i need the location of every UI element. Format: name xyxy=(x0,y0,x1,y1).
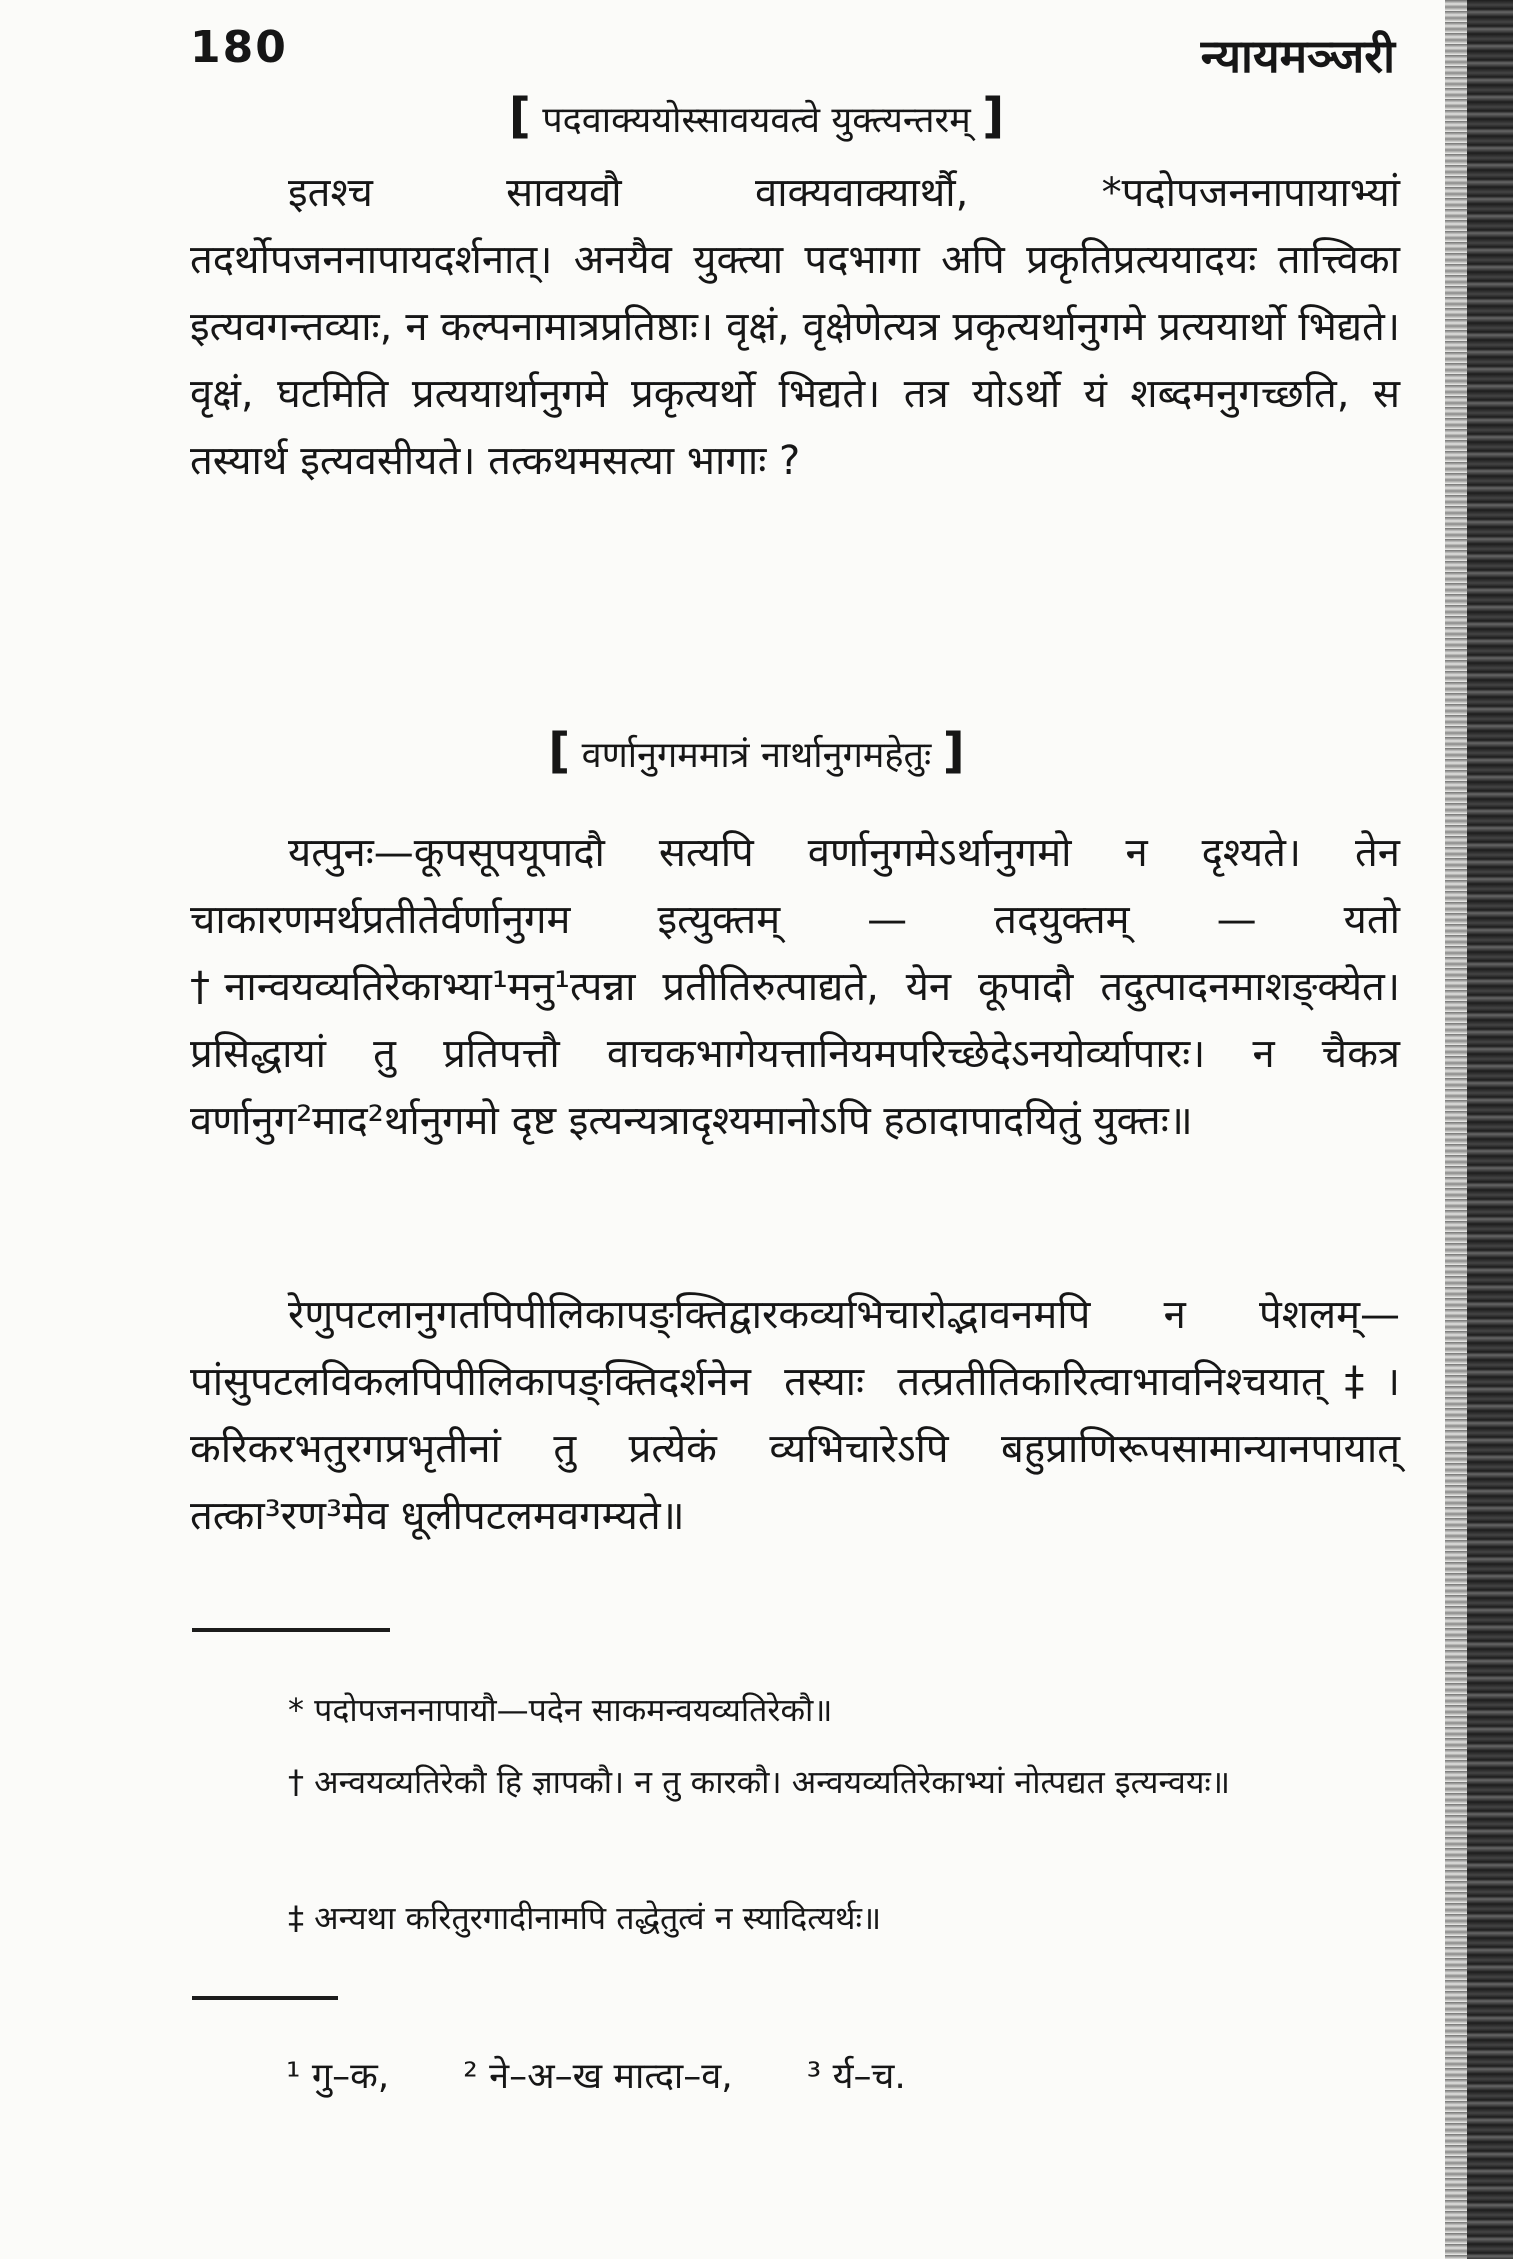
variants-rule xyxy=(192,1996,338,2000)
page-number: 180 xyxy=(190,22,288,73)
section-heading xyxy=(0,723,1513,779)
bracket-open-icon: [ xyxy=(548,723,571,779)
running-head: न्यायमञ्जरी xyxy=(1200,29,1395,83)
bracket-close-icon: ] xyxy=(942,723,965,779)
book-spine-shadow xyxy=(1445,0,1467,2259)
section-heading-text: वर्णानुगममात्रं नार्थानुगमहेतुः xyxy=(581,735,932,776)
footnote: ‡ अन्यथा करितुरगादीनामपि तद्धेतुत्वं न स्यादित्यर्थः॥ xyxy=(288,1899,882,1937)
paragraph: यत्पुनः—कूपसूपयूपादौ सत्यपि वर्णानुगमेऽर्थानुगमो न दृश्यते। तेन चाकारणमर्थप्रतीतेर्वर्णानुगम इत्युक्तम् — तदयुक्तम् — यतो †नान्वयव्यतिरेकाभ्या¹मनु¹त्पन्ना प्रतीतिरुत्पाद्यते, येन कूपादौ तदुत्पादनमाशङ्क्येत। प्रसिद्धायां तु प्रतिपत्तौ वाचकभागेयत्तानियमपरिच्छेदेऽनयोर्व्यापारः। न चैकत्र वर्णानुग²माद²र्थानुगमो दृष्ट इत्यन्यत्रादृश्यमानोऽपि हठादापादयितुं युक्तः॥ xyxy=(190,830,1400,1144)
footnote: † अन्वयव्यतिरेकौ हि ज्ञापकौ। न तु कारकौ। अन्वयव्यतिरेकाभ्यां नोत्पद्यत इत्यन्वयः॥ xyxy=(288,1763,1231,1801)
bracket-close-icon: ] xyxy=(982,88,1005,144)
paragraph: रेणुपटलानुगतपिपीलिकापङ्क्तिद्वारकव्यभिचारोद्भावनमपि न पेशलम्—पांसुपटलविकलपिपीलिकापङ्क्तिदर्शनेन तस्याः तत्प्रतीतिकारित्वाभावनिश्चयात्‡। करिकरभतुरगप्रभृतीनां तु प्रत्येकं व्यभिचारेऽपि बहुप्राणिरूपसामान्यानपायात् तत्का³रण³मेव धूलीपटलमवगम्यते॥ xyxy=(190,1292,1400,1539)
footnote-rule xyxy=(192,1628,390,1632)
variant-reading: ² ने–अ–ख मात्दा–व, xyxy=(463,2056,733,2097)
variant-reading: ³ र्य–च. xyxy=(806,2056,906,2097)
section-heading-text: पदवाक्ययोस्सावयवत्वे युक्त्यन्तरम् xyxy=(542,100,971,141)
footnote: * पदोपजननापायौ—पदेन साकमन्वयव्यतिरेकौ॥ xyxy=(288,1691,833,1729)
paragraph: इतश्च सावयवौ वाक्यवाक्यार्थौ, *पदोपजननापायाभ्यां तदर्थोपजननापायदर्शनात्। अनयैव युक्त्या पदभागा अपि प्रकृतिप्रत्ययादयः तात्त्विका इत्यवगन्तव्याः, न कल्पनामात्रप्रतिष्ठाः। वृक्षं, वृक्षेणेत्यत्र प्रकृत्यर्थानुगमे प्रत्ययार्थो भिद्यते। वृक्षं, घटमिति प्रत्ययार्थानुगमे प्रकृत्यर्थो भिद्यते। तत्र योऽर्थो यं शब्दमनुगच्छति, स तस्यार्थ इत्यवसीयते। तत्कथमसत्या भागाः ? xyxy=(190,170,1400,484)
section-heading xyxy=(0,88,1513,144)
variant-reading: ¹ गु–क, xyxy=(286,2056,390,2097)
bracket-open-icon: [ xyxy=(508,88,531,144)
variant-readings xyxy=(286,2050,906,2099)
book-spine xyxy=(1467,0,1513,2259)
